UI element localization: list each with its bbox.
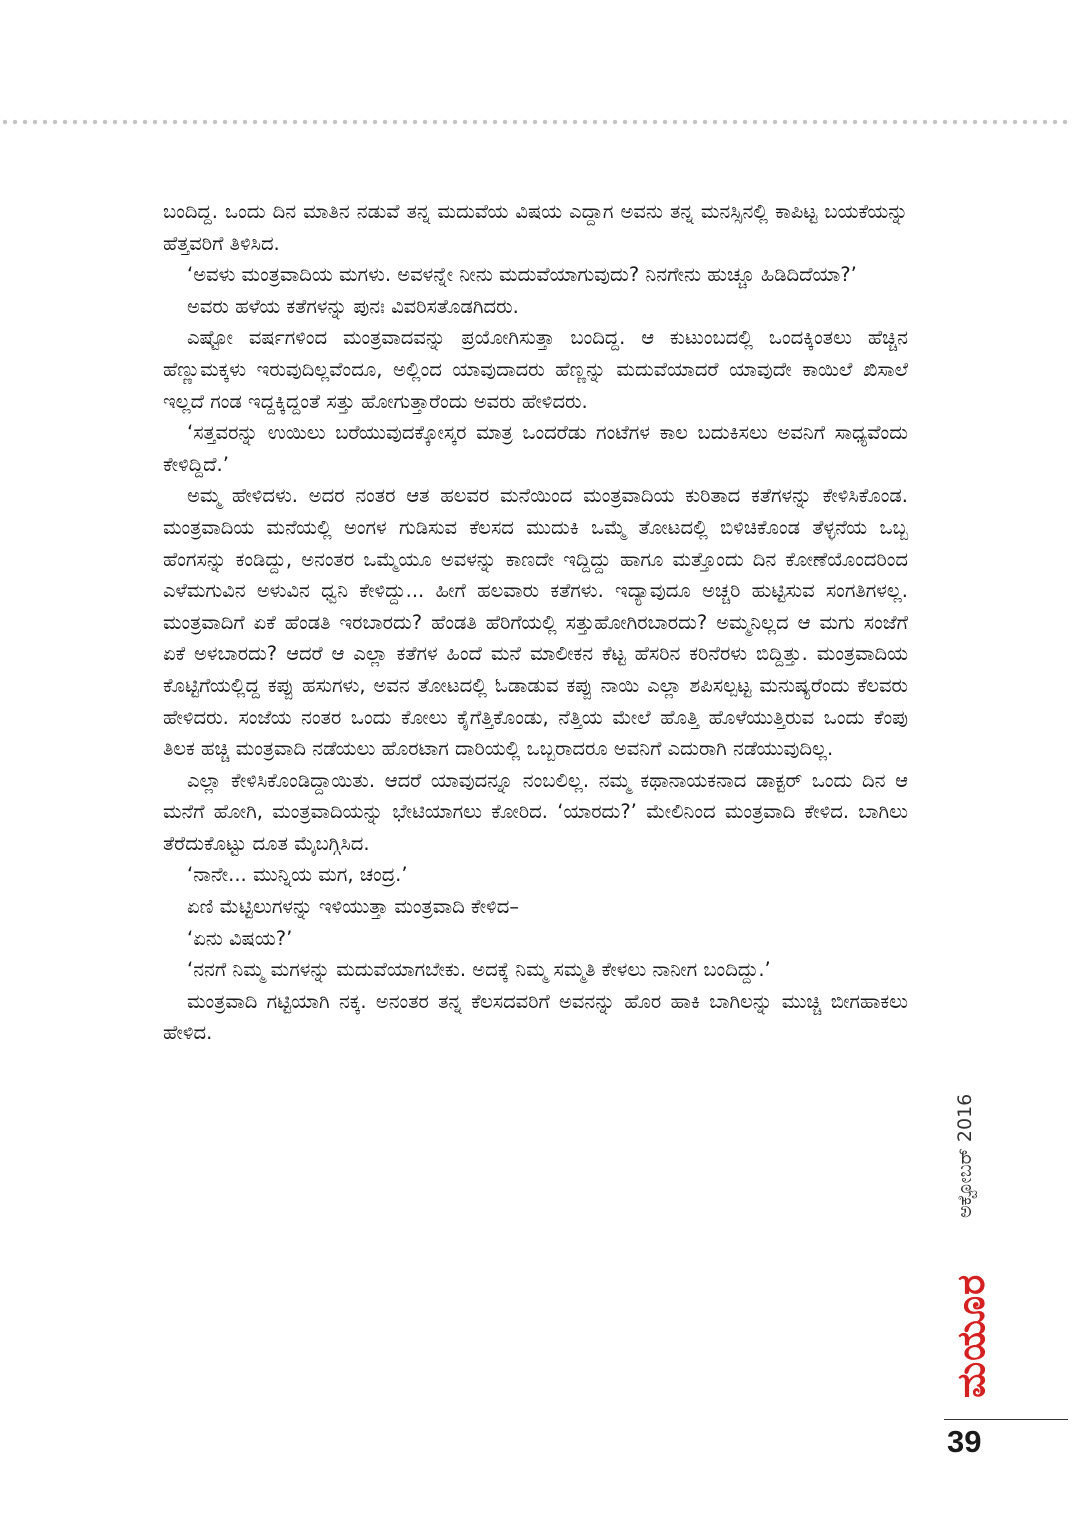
paragraph-12: ಮಂತ್ರವಾದಿ ಗಟ್ಟಿಯಾಗಿ ನಕ್ಕ. ಅನಂತರ ತನ್ನ ಕೆಲಸದವರಿಗೆ ಅವನನ್ನು ಹೊರ ಹಾಕಿ ಬಾಗಿಲನ್ನು ಮುಚ್ಚಿ ಬೀಗಹಾಕಲು ಹೇಳಿದ. [163, 989, 908, 1045]
paragraph-5: ‘ಸತ್ತವರನ್ನು ಉಯಿಲು ಬರೆಯುವುದಕ್ಕೋಸ್ಕರ ಮಾತ್ರ ಒಂದರೆಡು ಗಂಟೆಗಳ ಕಾಲ ಬದುಕಿಸಲು ಅವನಿಗೆ ಸಾಧ್ಯವೆಂದು ಕೇಳಿದ್ದಿದೆ.’ [163, 421, 908, 476]
page-number: 39 [947, 1424, 982, 1459]
paragraph-11: ‘ನನಗೆ ನಿಮ್ಮ ಮಗಳನ್ನು ಮದುವೆಯಾಗಬೇಕು. ಅದಕ್ಕೆ ನಿಮ್ಮ ಸಮ್ಮತಿ ಕೇಳಲು ನಾನೀಗ ಬಂದಿದ್ದು.’ [187, 958, 771, 982]
paragraph-2: ‘ಅವಳು ಮಂತ್ರವಾದಿಯ ಮಗಳು. ಅವಳನ್ನೇ ನೀನು ಮದುವೆಯಾಗುವುದು? ನಿನಗೇನು ಹುಚ್ಚೂ ಹಿಡಿದಿದೆಯಾ?’ [187, 263, 857, 287]
paragraph-3: ಅವರು ಹಳೆಯ ಕತೆಗಳನ್ನು ಪುನಃ ವಿವರಿಸತೊಡಗಿದರು. [187, 294, 519, 318]
paragraph-1: ಬಂದಿದ್ದ. ಒಂದು ದಿನ ಮಾತಿನ ನಡುವೆ ತನ್ನ ಮದುವೆಯ ವಿಷಯ ಎದ್ದಾಗ ಅವನು ತನ್ನ ಮನಸ್ಸಿನಲ್ಲಿ ಕಾಪಿಟ್ಟ ಬಯಕೆಯನ್ನು ಹೆತ್ತವರಿಗೆ ತಿಳಿಸಿದ. [163, 200, 908, 255]
article-body [163, 196, 908, 1049]
paragraph-8: ‘ನಾನೇ... ಮುನ್ನಿಯ ಮಗ, ಚಂದ್ರ.’ [187, 863, 408, 887]
paragraph-10: ‘ಏನು ವಿಷಯ?’ [187, 926, 293, 950]
paragraph-7: ಎಲ್ಲಾ ಕೇಳಿಸಿಕೊಂಡಿದ್ದಾಯಿತು. ಆದರೆ ಯಾವುದನ್ನೂ ನಂಬಲಿಲ್ಲ. ನಮ್ಮ ಕಥಾನಾಯಕನಾದ ಡಾಕ್ಟರ್ ಒಂದು ದಿನ ಆ ಮನೆಗೆ ಹೋಗಿ, ಮಂತ್ರವಾದಿಯನ್ನು ಭೇಟಿಯಾಗಲು ಕೋರಿದ. ‘ಯಾರದು?’ ಮೇಲಿನಿಂದ ಮಂತ್ರವಾದಿ ಕೇಳಿದ. ಬಾಗಿಲು ತೆರೆದುಕೊಟ್ಟು ದೂತ ಮೈಬಗ್ಗಿಸಿದ. [163, 768, 908, 855]
footer-rule [944, 1419, 1068, 1420]
paragraph-6: ಅಮ್ಮ ಹೇಳಿದಳು. ಅದರ ನಂತರ ಆತ ಹಲವರ ಮನೆಯಿಂದ ಮಂತ್ರವಾದಿಯ ಕುರಿತಾದ ಕತೆಗಳನ್ನು ಕೇಳಿಸಿಕೊಂಡ. ಮಂತ್ರವಾದಿಯ ಮನೆಯಲ್ಲಿ ಅಂಗಳ ಗುಡಿಸುವ ಕೆಲಸದ ಮುದುಕಿ ಒಮ್ಮೆ ತೋಟದಲ್ಲಿ ಬಿಳಿಚಿಕೊಂಡ ತೆಳ್ಳನೆಯ ಒಬ್ಬ ಹೆಂಗಸನ್ನು ಕಂಡಿದ್ದು, ಅನಂತರ ಒಮ್ಮೆಯೂ ಅವಳನ್ನು ಕಾಣದೇ ಇದ್ದಿದ್ದು ಹಾಗೂ ಮತ್ತೊಂದು ದಿನ ಕೋಣೆಯೊಂದರಿಂದ ಎಳೆಮಗುವಿನ ಅಳುವಿನ ಧ್ವನಿ ಕೇಳಿದ್ದು... ಹೀಗೆ ಹಲವಾರು ಕತೆಗಳು. ಇದ್ಯಾವುದೂ ಅಚ್ಚರಿ ಹುಟ್ಟಿಸುವ ಸಂಗತಿಗಳಲ್ಲ. ಮಂತ್ರವಾದಿಗೆ ಏಕೆ ಹೆಂಡತಿ ಇರಬಾರದು? ಹೆಂಡತಿ ಹೆರಿಗೆಯಲ್ಲಿ ಸತ್ತುಹೋಗಿರಬಾರದು? ಅಮ್ಮನಿಲ್ಲದ ಆ ಮಗು ಸಂಜೆಗೆ ಏಕೆ ಅಳಬಾರದು? ಆದರೆ ಆ ಎಲ್ಲಾ ಕತೆಗಳ ಹಿಂದೆ ಮನೆ ಮಾಲೀಕನ ಕೆಟ್ಟ ಹೆಸರಿನ ಕರಿನೆರಳು ಬಿದ್ದಿತ್ತು. ಮಂತ್ರವಾದಿಯ ಕೊಟ್ಟಿಗೆಯಲ್ಲಿದ್ದ ಕಪ್ಪು ಹಸುಗಳು, ಅವನ ತೋಟದಲ್ಲಿ ಓಡಾಡುವ ಕಪ್ಪು ನಾಯಿ ಎಲ್ಲಾ ಶಪಿಸಲ್ಪಟ್ಟ ಮನುಷ್ಯರೆಂದು ಕೆಲವರು ಹೇಳಿದರು. ಸಂಜೆಯ ನಂತರ ಒಂದು ಕೋಲು ಕೈಗೆತ್ತಿಕೊಂಡು, ನೆತ್ತಿಯ ಮೇಲೆ ಹೊತ್ತಿ ಹೊಳೆಯುತ್ತಿರುವ ಒಂದು ಕೆಂಪು ತಿಲಕ ಹಚ್ಚಿ ಮಂತ್ರವಾದಿ ನಡೆಯಲು ಹೊರಟಾಗ ದಾರಿಯಲ್ಲಿ ಒಬ್ಬರಾದರೂ ಅವನಿಗೆ ಎದುರಾಗಿ ನಡೆಯುವುದಿಲ್ಲ. [163, 484, 908, 761]
paragraph-4: ಎಷ್ಟೋ ವರ್ಷಗಳಿಂದ ಮಂತ್ರವಾದವನ್ನು ಪ್ರಯೋಗಿಸುತ್ತಾ ಬಂದಿದ್ದ. ಆ ಕುಟುಂಬದಲ್ಲಿ ಒಂದಕ್ಕಿಂತಲು ಹೆಚ್ಚಿನ ಹೆಣ್ಣುಮಕ್ಕಳು ಇರುವುದಿಲ್ಲವೆಂದೂ, ಅಲ್ಲಿಂದ ಯಾವುದಾದರು ಹೆಣ್ಣನ್ನು ಮದುವೆಯಾದರೆ ಯಾವುದೇ ಕಾಯಿಲೆ ಖಿಸಾಲೆ ಇಲ್ಲದೆ ಗಂಡ ಇದ್ದಕ್ಕಿದ್ದಂತೆ ಸತ್ತು ಹೋಗುತ್ತಾರೆಂದು ಅವರು ಹೇಳಿದರು. [163, 326, 908, 413]
magazine-logo: ಮಯೂರ [949, 1273, 993, 1398]
magazine-sidebar [944, 1086, 1004, 1406]
paragraph-9: ಏಣಿ ಮೆಟ್ಟಿಲುಗಳನ್ನು ಇಳಿಯುತ್ತಾ ಮಂತ್ರವಾದಿ ಕೇಳಿದ– [187, 895, 520, 919]
issue-date: ಅಕ್ಟೋಬರ್ 2016 [954, 1093, 976, 1218]
dotted-header-divider [0, 119, 1072, 125]
